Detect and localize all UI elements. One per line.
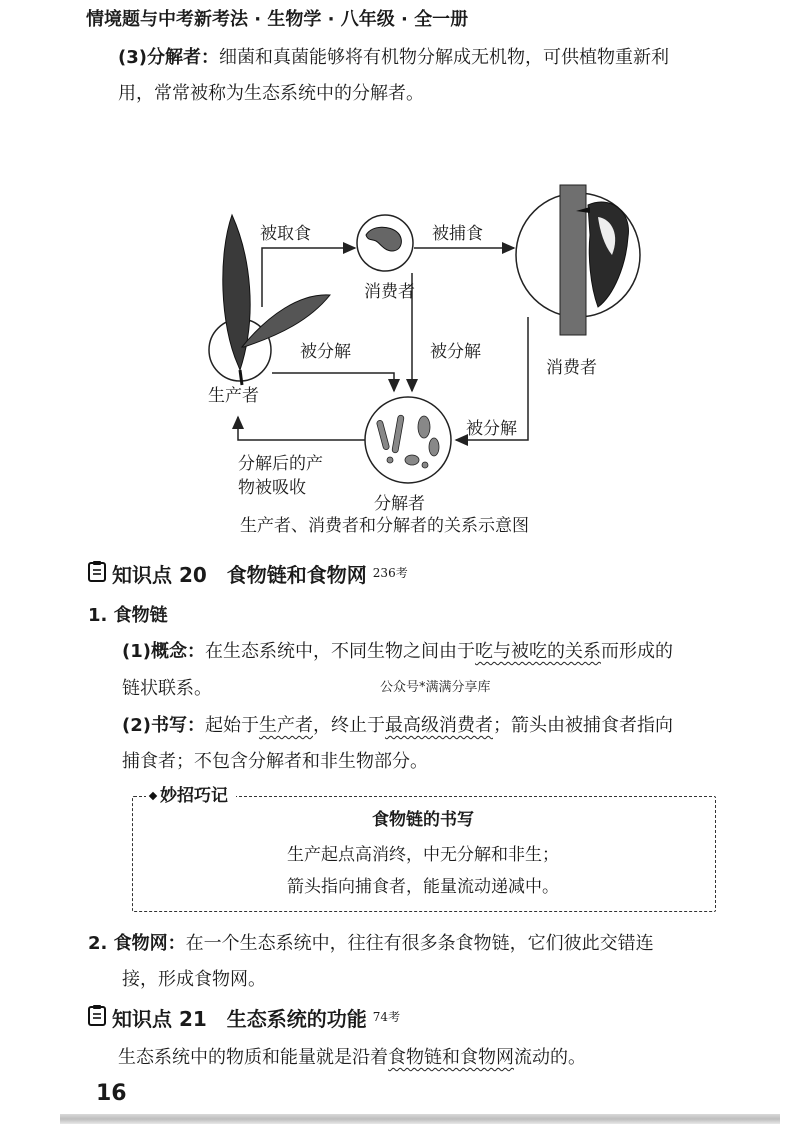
label-decompose-3: 被分解: [466, 419, 517, 439]
label-absorbed-1: 分解后的产: [238, 454, 323, 474]
kp21-highlight: 食物链和食物网: [388, 1047, 514, 1068]
kp20-write-line1: [122, 714, 732, 738]
decomposer-label: (3)分解者：: [118, 47, 219, 68]
write-label: (2)书写：: [122, 715, 205, 736]
page-number: 16: [96, 1081, 127, 1106]
diagram-caption: 生产者、消费者和分解者的关系示意图: [240, 516, 529, 536]
ecosystem-relation-diagram: [180, 175, 660, 555]
label-decomposer: 分解者: [374, 494, 425, 514]
label-absorbed-2: 物被吸收: [238, 478, 306, 498]
label-decompose-1: 被分解: [300, 342, 351, 362]
tree-trunk-illustration: [560, 185, 586, 335]
kp21-title: 知识点 21 生态系统的功能: [112, 1007, 367, 1031]
memory-tip-line2: 箭头指向捕食者，能量流动递减中。: [287, 877, 559, 897]
write-mid: ，终止于: [312, 715, 385, 736]
memory-tip-label: 妙招巧记: [160, 786, 228, 806]
label-eaten: 被取食: [260, 224, 311, 244]
concept-post: 而形成的: [600, 641, 673, 662]
scan-edge-strip: [60, 1114, 780, 1124]
concept-highlight: 吃与被吃的关系: [474, 641, 601, 662]
label-captured: 被捕食: [432, 224, 483, 244]
write-post: ；箭头由被捕食者指向: [492, 715, 673, 736]
kp20-write-line2: 捕食者；不包含分解者和非生物部分。: [122, 751, 428, 772]
decomposer-paragraph: [118, 46, 738, 70]
concept-pre: 在生态系统中，不同生物之间由于: [204, 641, 475, 662]
clipboard-icon: [88, 1004, 106, 1026]
memory-tip-badge: [146, 783, 236, 809]
running-header: 情境题与中考新考法 · 生物学 · 八年级 · 全一册: [86, 9, 469, 30]
concept-label: (1)概念：: [122, 641, 205, 662]
memory-tip-line1: 生产起点高消终，中无分解和非生；: [287, 845, 559, 865]
kp21-body: [118, 1046, 738, 1070]
decomposer-paragraph-line2: 用，常常被称为生态系统中的分解者。: [118, 83, 424, 104]
decomposer-text: 细菌和真菌能够将有机物分解成无机物，可供植物重新利: [218, 47, 669, 68]
large-consumer-node: [516, 185, 640, 335]
kp20-title: 知识点 20 食物链和食物网: [112, 563, 367, 587]
kp20-concept-line2: 链状联系。: [122, 678, 212, 699]
write-highlight-top-consumer: 最高级消费者: [384, 715, 493, 736]
kp21-heading: [88, 1004, 400, 1034]
kp20-concept-line1: [122, 640, 722, 664]
kp21-text-post: 流动的。: [514, 1047, 586, 1068]
arrow-decomposer-to-producer: [238, 417, 365, 440]
kp20-heading: [88, 560, 408, 590]
clipboard-icon: [88, 560, 106, 582]
decomposer-node: [365, 397, 451, 483]
foodweb-label: 2. 食物网：: [88, 933, 186, 954]
arrow-producer-to-decomposer: [272, 373, 394, 391]
watermark-text: 公众号*满满分享库: [380, 680, 491, 695]
kp20-exam-count: 236考: [372, 566, 408, 580]
label-producer: 生产者: [208, 386, 259, 406]
write-highlight-producer: 生产者: [258, 715, 313, 736]
diamond-icon: [149, 792, 157, 800]
label-decompose-2: 被分解: [430, 342, 481, 362]
label-small-consumer: 消费者: [364, 282, 415, 302]
memory-tip-title: 食物链的书写: [372, 810, 474, 830]
small-consumer-node: [357, 215, 413, 271]
kp20-item1-title: 1. 食物链: [88, 605, 168, 626]
kp20-foodweb-line2: 接，形成食物网。: [122, 969, 266, 990]
kp21-exam-count: 74考: [372, 1010, 401, 1024]
kp21-text-pre: 生态系统中的物质和能量就是沿着: [118, 1047, 388, 1068]
write-pre: 起始于: [204, 715, 259, 736]
foodweb-text: 在一个生态系统中，往往有很多条食物链，它们彼此交错连: [185, 933, 654, 954]
label-large-consumer: 消费者: [546, 358, 597, 378]
kp20-foodweb-line1: [88, 932, 738, 956]
